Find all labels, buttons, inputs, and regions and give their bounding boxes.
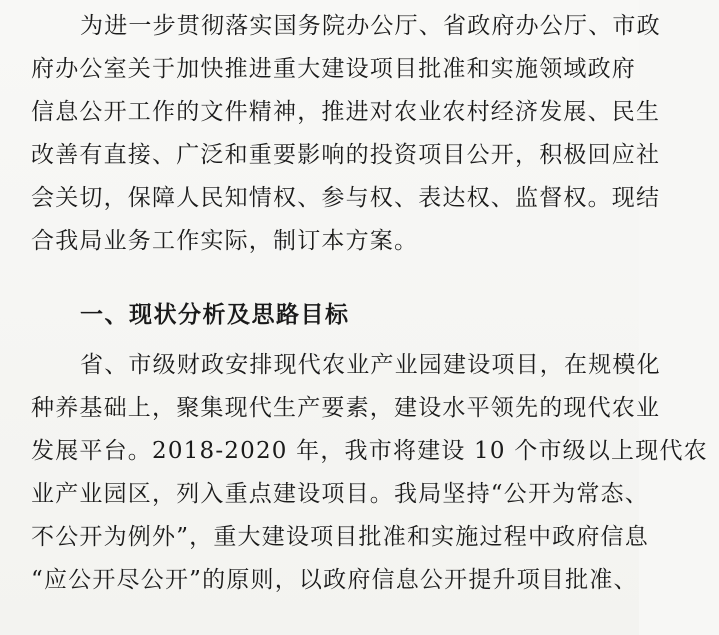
paragraph-2-line-5: 不公开为例外”，重大建设项目批准和实施过程中政府信息 bbox=[31, 524, 649, 550]
paragraph-2-line-3: 发展平台。2018-2020 年，我市将建设 10 个市级以上现代农 bbox=[31, 438, 708, 464]
paragraph-2-line-2: 种养基础上，聚集现代生产要素，建设水平领先的现代农业 bbox=[31, 395, 661, 421]
paragraph-1-line-5: 会关切，保障人民知情权、参与权、表达权、监督权。现结 bbox=[31, 185, 661, 211]
paragraph-1-line-1: 为进一步贯彻落实国务院办公厅、省政府办公厅、市政 bbox=[80, 13, 661, 39]
paragraph-1-line-2: 府办公室关于加快推进重大建设项目批准和实施领域政府 bbox=[31, 56, 636, 82]
paragraph-2-line-4: 业产业园区，列入重点建设项目。我局坚持“公开为常态、 bbox=[31, 481, 649, 507]
paragraph-2-line-6: “应公开尽公开”的原则，以政府信息公开提升项目批准、 bbox=[31, 567, 638, 593]
paragraph-1-line-4: 改善有直接、广泛和重要影响的投资项目公开，积极回应社 bbox=[31, 142, 661, 168]
paragraph-2-line-1: 省、市级财政安排现代农业产业园建设项目，在规模化 bbox=[80, 352, 661, 378]
paragraph-1-line-6: 合我局业务工作实际，制订本方案。 bbox=[31, 228, 419, 254]
paragraph-1-line-3: 信息公开工作的文件精神，推进对农业农村经济发展、民生 bbox=[31, 99, 661, 125]
section-heading: 一、现状分析及思路目标 bbox=[80, 302, 350, 328]
